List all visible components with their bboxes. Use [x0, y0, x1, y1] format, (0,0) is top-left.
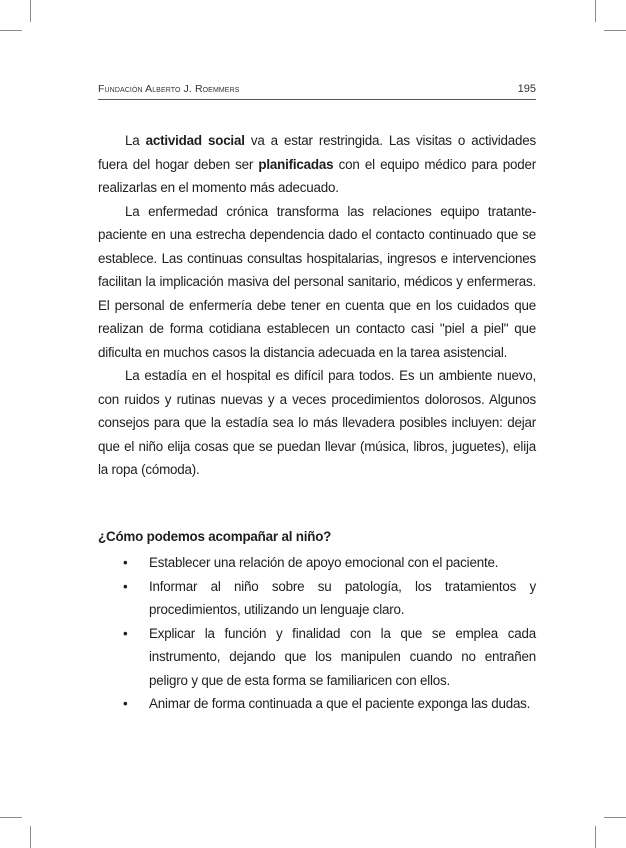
list-item — [98, 622, 536, 693]
bullet-icon: • — [123, 696, 128, 711]
bullet-icon: • — [123, 578, 128, 594]
bullet-list — [98, 551, 536, 716]
text-run: La enfermedad crónica transforma las relaciones equipo tratante-paciente en una estrecha dependencia dado el contacto continuado que se establece. Las continuas consultas hospitalarias, ingresos e intervenciones facilitan la implicación masiva del personal sanitario, médicos y enfermeras. El personal de enfermería debe tener en cuenta que en los cuidados que realizan de forma cotidiana establecen un contacto casi "piel a piel" que dificulta en muchos casos la distancia adecuada en la tarea asistencial. — [98, 203, 536, 360]
crop-mark-bottom-right-vertical — [595, 826, 596, 848]
list-item — [98, 551, 536, 575]
list-item-text: Establecer una relación de apoyo emocional con el paciente. — [149, 555, 499, 570]
text-run: La — [125, 133, 146, 148]
paragraph — [98, 129, 536, 200]
section-heading: ¿Cómo podemos acompañar al niño? — [98, 529, 332, 544]
bullet-icon: • — [123, 625, 128, 641]
text-run-bold: planificadas — [258, 156, 334, 172]
bullet-icon: • — [123, 555, 128, 570]
list-item-text: Explicar la función y finalidad con la que se emplea cada instrumento, dejando que los manipulen cuando no entrañen peligro y que de esta forma se familiaricen con ellos. — [149, 625, 536, 688]
text-run: con el equipo médico para poder realizarlas en el momento más adecuado. — [98, 156, 536, 195]
paragraph — [98, 364, 536, 482]
page-number: 195 — [517, 83, 536, 95]
paragraph — [98, 200, 536, 365]
list-item — [98, 692, 536, 716]
text-run-bold: actividad social — [145, 133, 245, 148]
list-item — [98, 575, 536, 622]
text-run: va a estar restringida. Las visitas o actividades fuera del hogar deben ser — [98, 133, 537, 172]
list-item-text: Animar de forma continuada a que el paciente exponga las dudas. — [149, 696, 531, 711]
crop-mark-top-right-horizontal — [604, 30, 626, 31]
crop-mark-bottom-right-horizontal — [604, 817, 626, 818]
crop-mark-top-right-vertical — [595, 0, 596, 22]
crop-mark-top-left-horizontal — [0, 30, 22, 31]
text-run: La estadía en el hospital es difícil para todos. Es un ambiente nuevo, con ruidos y rutinas nuevas y a veces procedimientos dolorosos. Algunos consejos para que la estadía sea lo más llevadera posibles incluyen: dejar que el niño elija cosas que se puedan llevar (música, libros, juguetes), elija la ropa (cómoda). — [98, 368, 536, 477]
list-item-text: Informar al niño sobre su patología, los tratamientos y procedimientos, utilizando un lenguaje claro. — [149, 578, 536, 617]
crop-mark-top-left-vertical — [30, 0, 31, 22]
crop-mark-bottom-left-vertical — [30, 826, 31, 848]
header-title: Fundación Alberto J. Roemmers — [98, 83, 240, 95]
body-text — [98, 129, 536, 482]
crop-mark-bottom-left-horizontal — [0, 817, 22, 818]
running-header — [98, 83, 536, 100]
